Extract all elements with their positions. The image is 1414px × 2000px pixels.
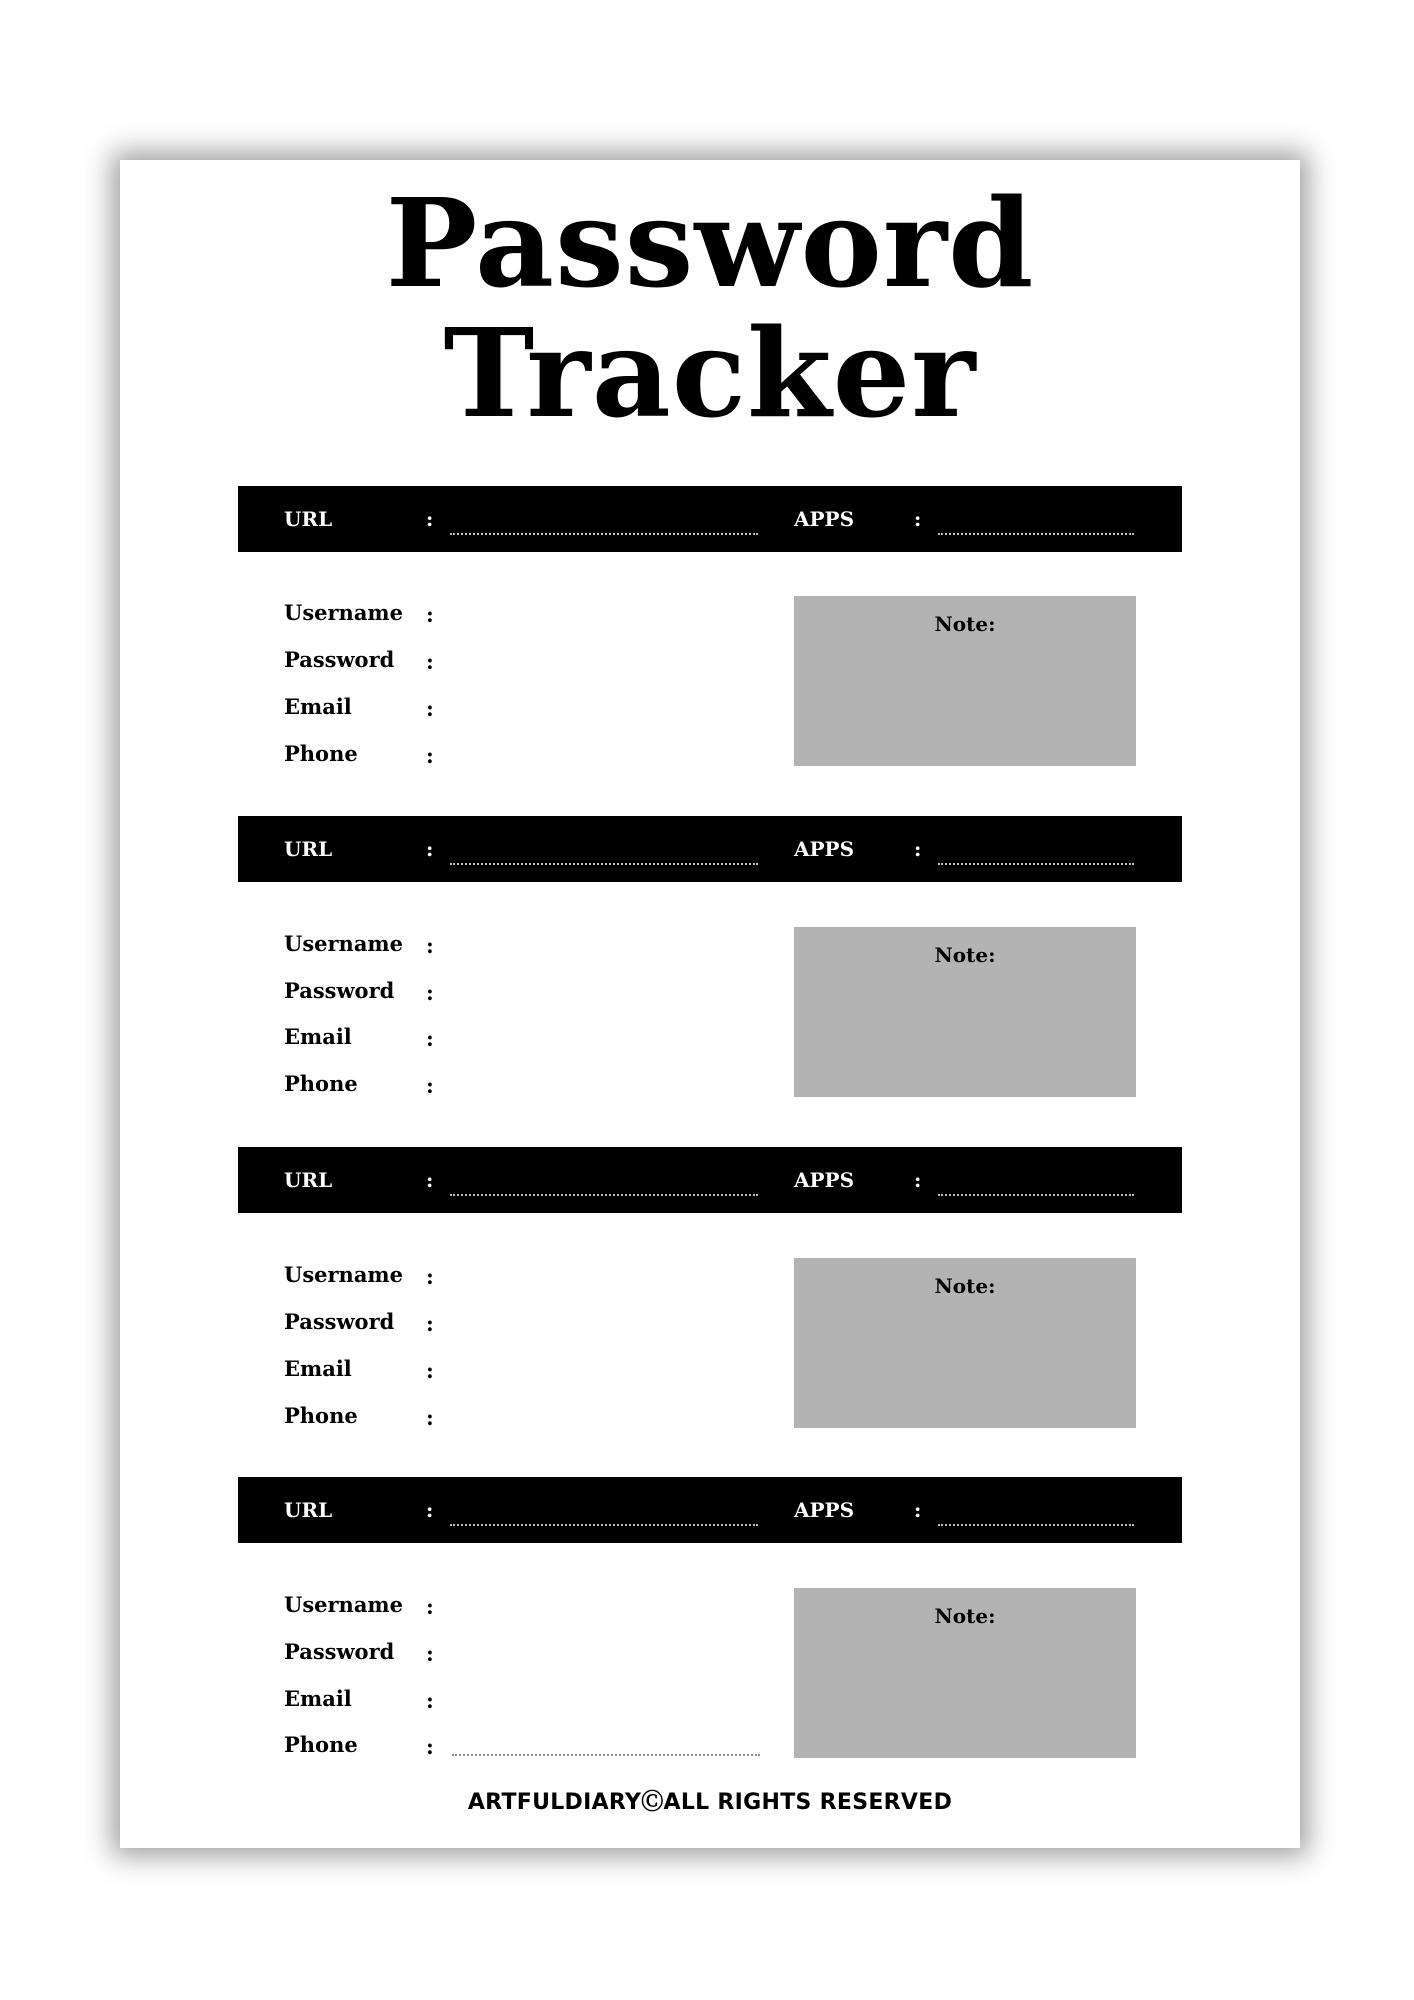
note-label: Note:: [934, 943, 996, 967]
url-input-line[interactable]: [450, 1524, 758, 1526]
username-label: Username: [284, 931, 404, 956]
password-label: Password: [284, 978, 395, 1003]
username-colon: :: [426, 933, 434, 958]
tracker-sheet: [120, 160, 1300, 1848]
url-input-line[interactable]: [450, 533, 758, 535]
password-colon: :: [426, 1311, 434, 1336]
entry-2-note-box[interactable]: [794, 927, 1136, 1097]
url-label: URL: [284, 1168, 333, 1192]
username-label: Username: [284, 600, 404, 625]
apps-input-line[interactable]: [938, 1194, 1134, 1196]
url-label: URL: [284, 837, 333, 861]
apps-colon: :: [914, 507, 922, 531]
email-label: Email: [284, 1024, 352, 1049]
entry-2-header-bar: [238, 816, 1182, 882]
email-label: Email: [284, 694, 352, 719]
password-label: Password: [284, 1639, 395, 1664]
apps-colon: :: [914, 1498, 922, 1522]
password-label: Password: [284, 1309, 395, 1334]
url-colon: :: [426, 837, 434, 861]
password-colon: :: [426, 649, 434, 674]
apps-label: APPS: [794, 1498, 855, 1522]
url-input-line[interactable]: [450, 1194, 758, 1196]
apps-input-line[interactable]: [938, 863, 1134, 865]
url-label: URL: [284, 507, 333, 531]
apps-input-line[interactable]: [938, 1524, 1134, 1526]
phone-colon: :: [426, 1073, 434, 1098]
phone-label: Phone: [284, 1732, 358, 1757]
entry-1-note-box[interactable]: [794, 596, 1136, 766]
apps-label: APPS: [794, 507, 855, 531]
username-colon: :: [426, 602, 434, 627]
page-title-line1: Password: [385, 171, 1035, 315]
password-colon: :: [426, 980, 434, 1005]
page-title-line2: Tracker: [443, 301, 977, 445]
copyright-footer: ARTFULDIARYⒸALL RIGHTS RESERVED: [467, 1790, 953, 1815]
apps-label: APPS: [794, 837, 855, 861]
username-colon: :: [426, 1594, 434, 1619]
apps-colon: :: [914, 1168, 922, 1192]
email-colon: :: [426, 1026, 434, 1051]
phone-label: Phone: [284, 1403, 358, 1428]
phone-label: Phone: [284, 741, 358, 766]
username-colon: :: [426, 1264, 434, 1289]
email-label: Email: [284, 1686, 352, 1711]
apps-label: APPS: [794, 1168, 855, 1192]
url-label: URL: [284, 1498, 333, 1522]
url-colon: :: [426, 1498, 434, 1522]
email-colon: :: [426, 696, 434, 721]
phone-label: Phone: [284, 1071, 358, 1096]
entry-4-note-box[interactable]: [794, 1588, 1136, 1758]
password-colon: :: [426, 1641, 434, 1666]
url-colon: :: [426, 507, 434, 531]
apps-colon: :: [914, 837, 922, 861]
entry-4-header-bar: [238, 1477, 1182, 1543]
url-colon: :: [426, 1168, 434, 1192]
phone-colon: :: [426, 1405, 434, 1430]
entry-3-note-box[interactable]: [794, 1258, 1136, 1428]
username-label: Username: [284, 1262, 404, 1287]
note-label: Note:: [934, 1274, 996, 1298]
email-colon: :: [426, 1688, 434, 1713]
password-label: Password: [284, 647, 395, 672]
phone-colon: :: [426, 1734, 434, 1759]
email-label: Email: [284, 1356, 352, 1381]
entry-1-header-bar: [238, 486, 1182, 552]
phone-input-line[interactable]: [452, 1754, 760, 1756]
url-input-line[interactable]: [450, 863, 758, 865]
note-label: Note:: [934, 1604, 996, 1628]
email-colon: :: [426, 1358, 434, 1383]
note-label: Note:: [934, 612, 996, 636]
entry-3-header-bar: [238, 1147, 1182, 1213]
username-label: Username: [284, 1592, 404, 1617]
phone-colon: :: [426, 743, 434, 768]
apps-input-line[interactable]: [938, 533, 1134, 535]
